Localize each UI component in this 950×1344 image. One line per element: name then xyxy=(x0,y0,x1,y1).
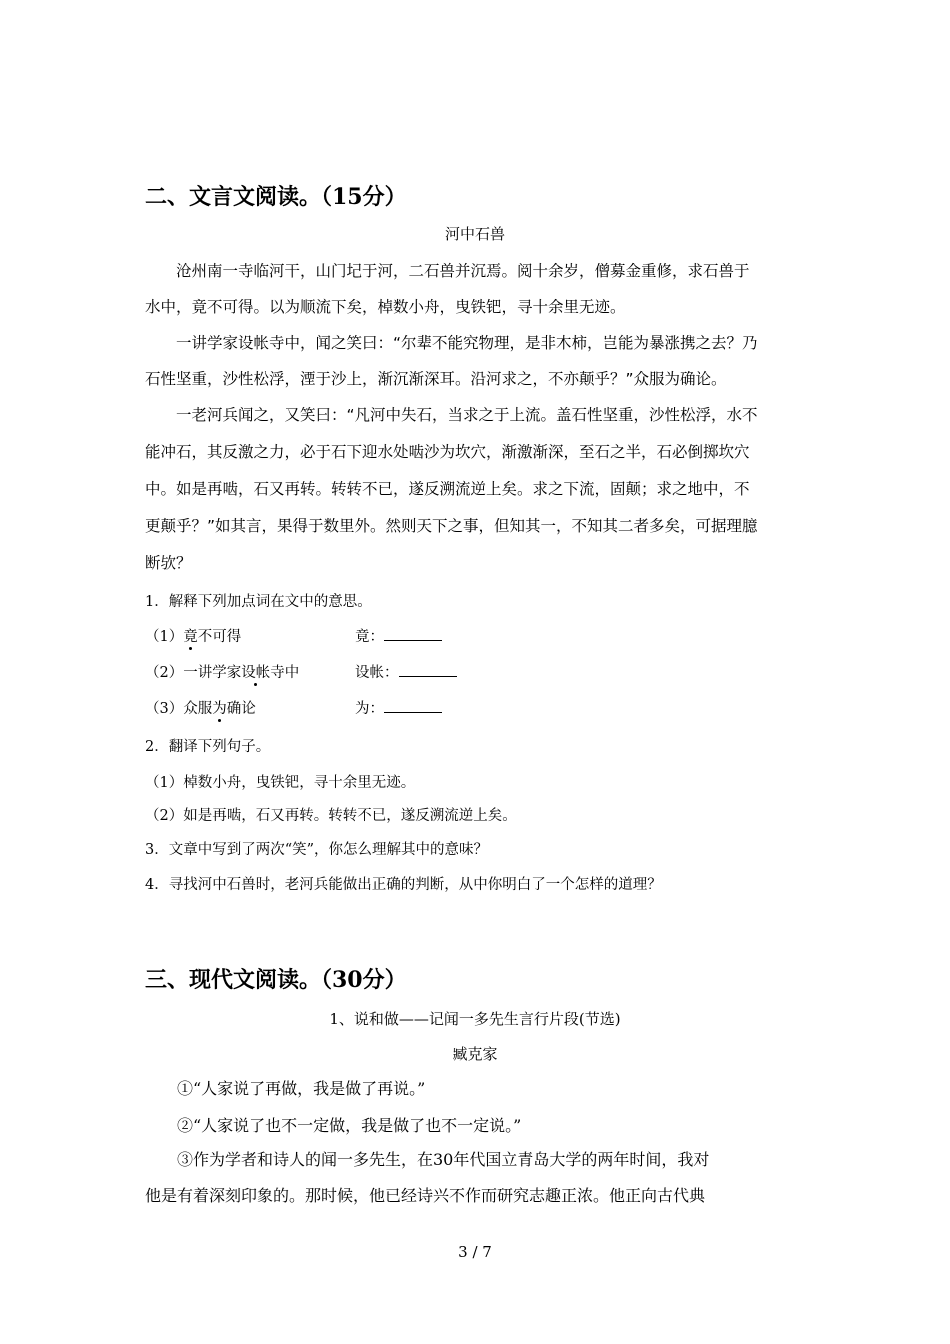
question-2-item: （1）棹数小舟，曳铁钯，寻十余里无迹。 xyxy=(145,775,416,791)
passage-line: 一老河兵闻之，又笑曰：“凡河中失石，当求之于上流。盖石性坚重，沙性松浮，水不 xyxy=(145,406,758,424)
passage-line: 水中，竟不可得。以为顺流下矣，棹数小舟，曳铁钯，寻十余里无迹。 xyxy=(145,298,626,316)
item-number: （3） xyxy=(145,701,184,717)
item-number: （2） xyxy=(145,665,184,681)
section2-heading: 二、文言文阅读。（15分） xyxy=(145,184,407,210)
dotted-word: 设帐 xyxy=(241,665,271,681)
section3-heading: 三、现代文阅读。（30分） xyxy=(145,967,407,993)
passage-line: ②“人家说了也不一定做，我是做了也不一定说。” xyxy=(145,1116,522,1135)
answer-blank[interactable] xyxy=(384,626,442,641)
question-2: 2．翻译下列句子。 xyxy=(145,739,271,755)
article-title: 1、说和做——记闻一多先生言行片段(节选) xyxy=(329,1010,621,1028)
answer-blank[interactable] xyxy=(384,698,442,713)
passage-line: ③作为学者和诗人的闻一多先生，在30年代国立青岛大学的两年时间，我对 xyxy=(145,1150,710,1169)
item-text: 不可得 xyxy=(197,629,242,645)
passage-line: 石性坚重，沙性松浮，湮于沙上，渐沉渐深耳。沿河求之，不亦颠乎？”众服为确论。 xyxy=(145,370,727,388)
question-1: 1．解释下列加点词在文中的意思。 xyxy=(145,594,372,610)
answer-label: 设帐： xyxy=(355,665,399,681)
passage-line: 他是有着深刻印象的。那时候，他已经诗兴不作而研究志趣正浓。他正向古代典 xyxy=(145,1186,706,1205)
page-number: 3 / 7 xyxy=(458,1243,492,1261)
answer-label: 为： xyxy=(355,701,384,717)
question-1-item xyxy=(145,697,545,718)
question-1-item xyxy=(145,625,545,646)
passage-title: 河中石兽 xyxy=(444,225,505,243)
dotted-word: 竟 xyxy=(183,629,198,645)
answer-blank[interactable] xyxy=(399,662,457,677)
passage-line: 断欤？ xyxy=(145,554,192,572)
answer-field[interactable] xyxy=(355,625,442,646)
question-2-item: （2）如是再啮，石又再转。转转不已，遂反溯流逆上矣。 xyxy=(145,808,517,824)
answer-label: 竟： xyxy=(355,629,384,645)
passage-line: 更颠乎？”如其言，果得于数里外。然则天下之事，但知其一，不知其二者多矣，可据理臆 xyxy=(145,517,758,535)
item-text: 众服 xyxy=(183,701,213,717)
question-3: 3．文章中写到了两次“笑”，你怎么理解其中的意味？ xyxy=(145,842,489,858)
article-author: 臧克家 xyxy=(452,1045,498,1063)
passage-line: 沧州南一寺临河干，山门圮于河，二石兽并沉焉。阅十余岁，僧募金重修，求石兽于 xyxy=(145,262,750,280)
passage-line: 一讲学家设帐寺中，闻之笑曰：“尔辈不能究物理，是非木柿，岂能为暴涨携之去？乃 xyxy=(145,334,758,352)
question-4: 4．寻找河中石兽时，老河兵能做出正确的判断，从中你明白了一个怎样的道理？ xyxy=(145,877,662,893)
question-1-item xyxy=(145,661,545,682)
answer-field[interactable] xyxy=(355,661,457,682)
answer-field[interactable] xyxy=(355,697,442,718)
item-number: （1） xyxy=(145,629,184,645)
passage-line: 能冲石，其反激之力，必于石下迎水处啮沙为坎穴，渐激渐深，至石之半，石必倒掷坎穴 xyxy=(145,443,750,461)
passage-line: 中。如是再啮，石又再转。转转不已，遂反溯流逆上矣。求之下流，固颠；求之地中，不 xyxy=(145,480,750,498)
item-text: 确论 xyxy=(226,701,256,717)
passage-line: ①“人家说了再做，我是做了再说。” xyxy=(145,1079,426,1098)
item-text: 一讲学家 xyxy=(183,665,242,681)
item-text: 寺中 xyxy=(270,665,300,681)
dotted-word: 为 xyxy=(212,701,227,717)
